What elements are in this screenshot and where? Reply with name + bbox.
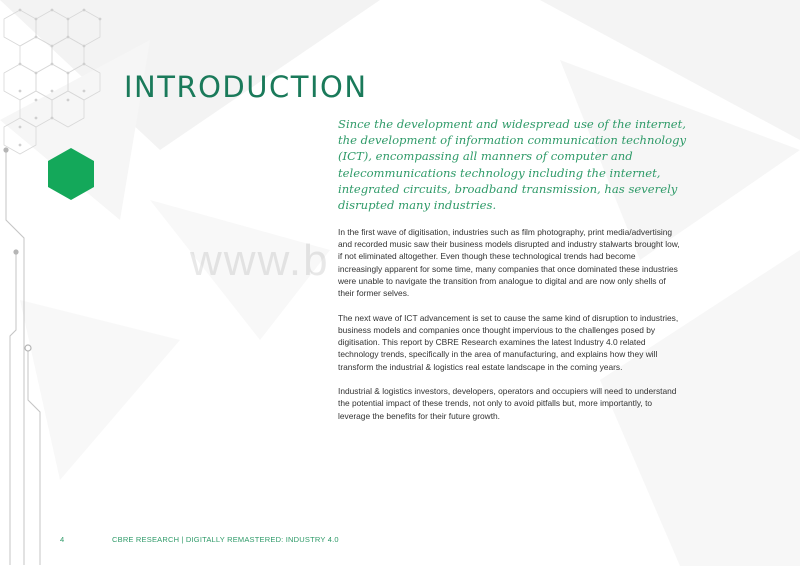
body-paragraph: Industrial & logistics investors, developers, operators and occupiers will need to understand the potential impact of these trends, not only to avoid pitfalls but, more importantly, to leverage the benefits for their future growth. <box>338 386 677 421</box>
body-paragraph: The next wave of ICT advancement is set to cause the same kind of disruption to industries, business models and companies once thought impervious to the challenges posed by digitisation. This report by CBRE Research examines the latest Industry 4.0 related technology trends, specifically in the area of manufacturing, and explains how they will transform the industrial & logistics real estate landscape in the coming years. <box>338 312 679 372</box>
page-number: 4 <box>60 535 65 544</box>
body-paragraph: In the first wave of digitisation, industries such as film photography, print media/advertising and recorded music saw their business models disrupted and industry stalwarts brought low, if not eliminated altogether. Even though these technological trends had become increasingly apparent for some time, many companies that once dominated these industries were unable to navigate the transition from analogue to digital and are now only shells of their former selves. <box>338 227 680 299</box>
footer-text: CBRE RESEARCH | DIGITALLY REMASTERED: INDUSTRY 4.0 <box>112 535 339 544</box>
intro-quote: Since the development and widespread use of the internet, the development of information communication technology (ICT), encompassing all manners of computer and telecommunications technology including the internet, integrated circuits, broadband transmission, has severely disrupted many industries. <box>338 117 687 213</box>
body-text <box>338 226 682 434</box>
page-title: INTRODUCTION <box>124 70 368 104</box>
watermark: www.b <box>190 236 330 285</box>
